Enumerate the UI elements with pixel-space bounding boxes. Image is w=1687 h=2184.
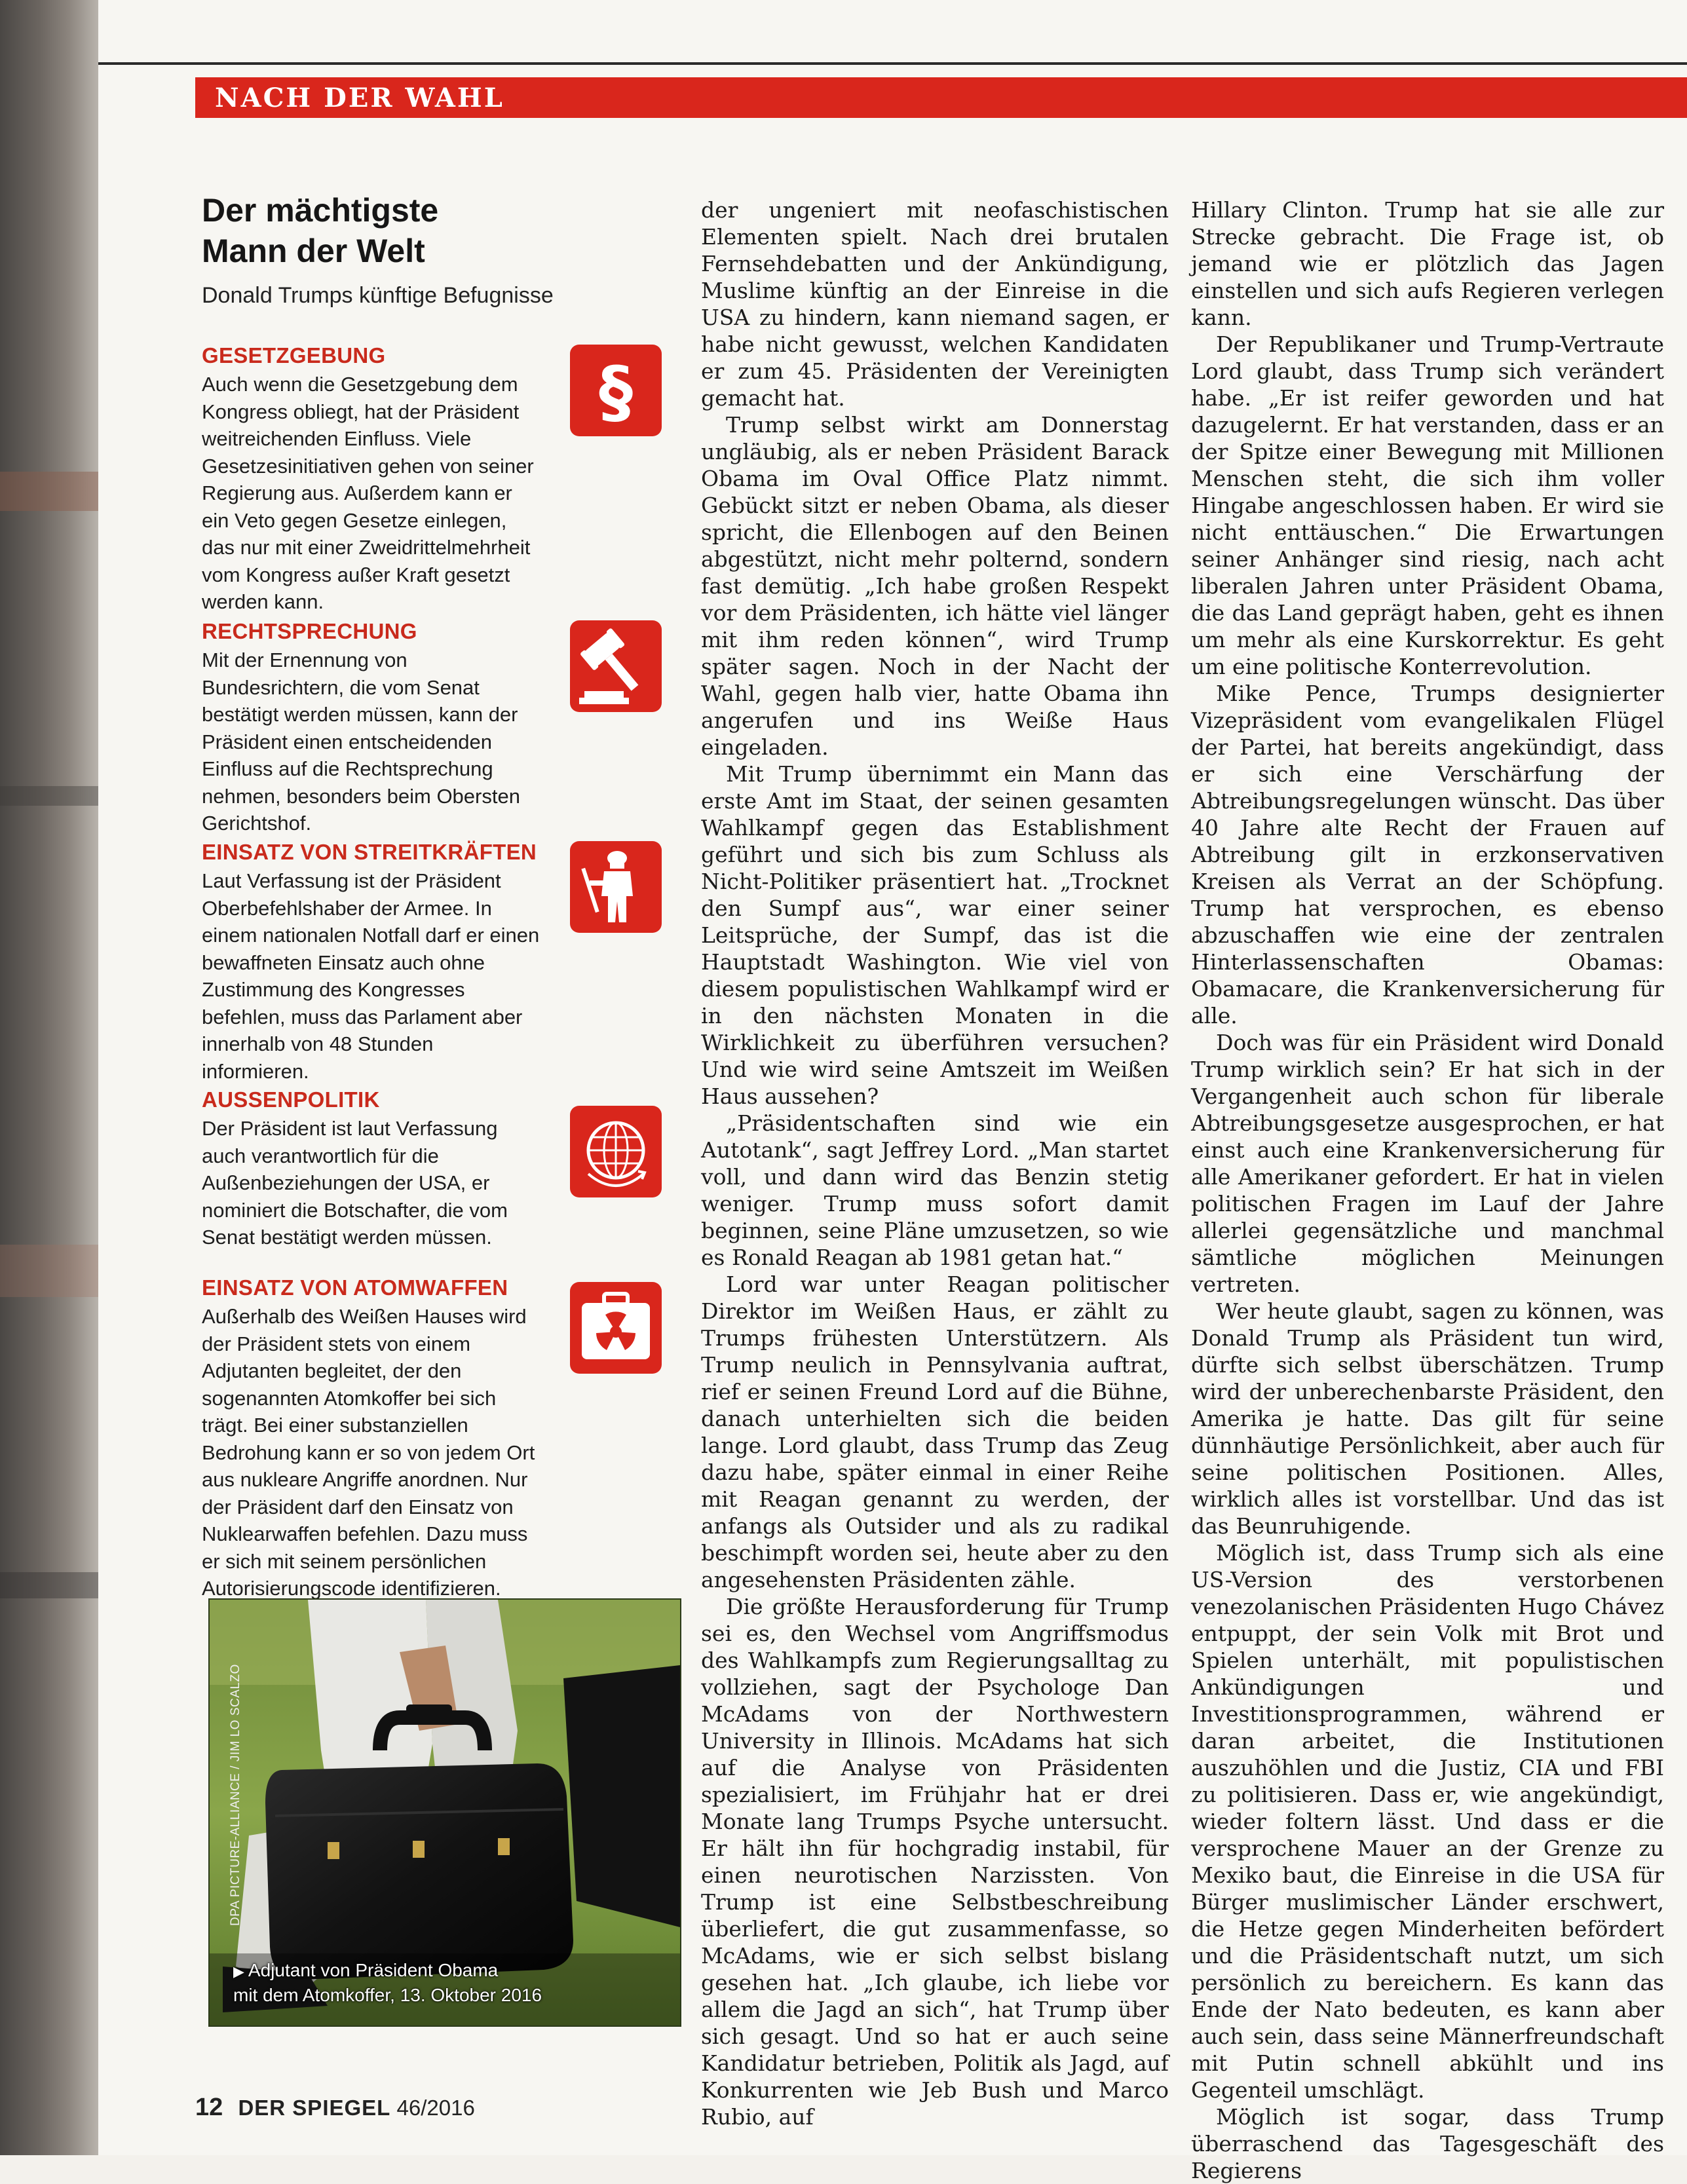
article-paragraph: Der Republikaner und Trump-Vertraute Lord glaubt, dass Trump sich verändert habe. „Er ist reifer geworden und hat dazugelernt. Er hat verstanden, dass er an der Spitze einer Bewegung mit Millionen Menschen steht, die sich ihm voller Hingabe angeschlossen haben. Er wird sie nicht enttäuschen.“ Die Erwartungen seiner Anhänger sind riesig, nach acht liberalen Jahren unter Präsident Obama, die das Land geprägt haben, geht es ihnen um mehr als eine Kurskorrektur. Es geht um eine politische Konterrevolution. bbox=[1191, 331, 1664, 679]
power-heading: EINSATZ VON STREITKRÄFTEN bbox=[202, 840, 537, 864]
headline-line-1: Der mächtigste bbox=[202, 192, 439, 229]
article-column-2 bbox=[1191, 197, 1664, 2183]
nuclear-briefcase-icon bbox=[570, 1282, 662, 1374]
article-paragraph: Wer heute glaubt, sagen zu können, was Donald Trump als Präsident tun wird, dürfte sich selbst überschätzen. Trump wird der unberechenbarste Präsident, den Amerika je hatte. Das gilt für seine dünnhäutige Persönlichkeit, aber auch für seine politischen Positionen. Alles, wirklich alles ist vorstellbar. Und das ist das Beunruhigende. bbox=[1191, 1298, 1664, 1539]
power-heading: AUSSENPOLITIK bbox=[202, 1087, 380, 1112]
gavel-icon bbox=[570, 620, 662, 712]
article-paragraph: Möglich ist sogar, dass Trump überraschend das Tagesgeschäft des Regierens bbox=[1191, 2104, 1664, 2183]
paragraph-icon bbox=[570, 345, 662, 436]
section-title: NACH DER WAHL bbox=[215, 83, 504, 113]
svg-text:§: § bbox=[599, 352, 633, 432]
article-paragraph: „Präsidentschaften sind wie ein Autotank“, sagt Jeffrey Lord. „Man startet voll, und dann wird das Benzin stetig weniger. Trump muss sofort damit beginnen, seine Pläne umzusetzen, so wie es Ronald Reagan ab 1981 getan hat.“ bbox=[701, 1110, 1169, 1270]
caption-triangle-icon: ▶ bbox=[233, 1963, 244, 1980]
headline-line-2: Mann der Welt bbox=[202, 233, 425, 269]
article-column-1 bbox=[701, 197, 1169, 2130]
article-paragraph: Die größte Herausforderung für Trump sei es, den Wechsel vom Angriffsmodus des Wahlkampfs zum Regierungsalltag zu vollziehen, sagt der Psychologe Dan McAdams von der Northwestern University in Illinois. McAdams hat sich auf die Analyse von Präsidenten spezialisiert, im Frühjahr hat er drei Monate lang Trumps Psyche untersucht. Er hält ihn für hochgradig instabil, für einen neurotischen Narzissten. Von Trump ist eine Selbstbeschreibung überliefert, die gut zusammenfasse, so McAdams, wie er sich selbst bislang gesehen hat. „Ich glaube, ich liebe vor allem die Jagd an sich“, hat Trump über sich gesagt. Und so hat er auch seine Kandidatur betrieben, Politik als Jagd, auf Konkurrenten wie Jeb Bush und Marco Rubio, auf bbox=[701, 1594, 1169, 2130]
sidebar-box bbox=[202, 190, 687, 309]
page-footer bbox=[195, 2094, 475, 2122]
power-item-legislation bbox=[202, 342, 687, 616]
globe-icon bbox=[570, 1106, 662, 1197]
power-text: Der Präsident ist laut Verfassung auch verantwortlich für die Außenbeziehungen der USA, er nominiert die Botschafter, die vom Senat bestätigt werden müssen. bbox=[202, 1117, 508, 1249]
power-item-foreign-policy bbox=[202, 1086, 687, 1251]
photo-credit: DPA PICTURE-ALLIANCE / JIM LO SCALZO bbox=[229, 1664, 242, 1926]
power-text: Laut Verfassung ist der Präsident Oberbefehlshaber der Armee. In einem nationalen Notfall darf er einen bewaffneten Einsatz auch ohne Zustimmung des Kongresses befehlen, muss das Parlament aber innerhalb von 48 Stunden informieren. bbox=[202, 869, 540, 1083]
caption-line-1: Adjutant von Präsident Obama bbox=[248, 1960, 499, 1980]
power-heading: RECHTSPRECHUNG bbox=[202, 619, 417, 643]
power-text: Mit der Ernennung von Bundesrichtern, die vom Senat bestätigt werden müssen, kann der Präsident einen entscheidenden Einfluss auf die Rechtsprechung nehmen, besonders beim Obersten Gerichtshof. bbox=[202, 649, 520, 835]
photo-caption bbox=[233, 1959, 626, 2007]
article-paragraph: Hillary Clinton. Trump hat sie alle zur Strecke gebracht. Die Frage ist, ob jemand wie er plötzlich das Jagen einstellen und sich aufs Regieren verlegen kann. bbox=[1191, 197, 1664, 330]
caption-line-2: mit dem Atomkoffer, 13. Oktober 2016 bbox=[233, 1985, 542, 2005]
soldier-icon bbox=[570, 841, 662, 933]
section-bar bbox=[195, 77, 1687, 118]
power-heading: EINSATZ VON ATOMWAFFEN bbox=[202, 1275, 508, 1300]
adjacent-page-edge bbox=[0, 0, 98, 2155]
power-item-armed-forces bbox=[202, 838, 687, 1085]
power-item-nuclear-weapons bbox=[202, 1274, 687, 1602]
article-paragraph: Möglich ist, dass Trump sich als eine US-Version des verstorbenen venezolanischen Präsidenten Hugo Chávez entpuppt, der sein Volk mit Brot und Spielen unterhält, mit populistischen Ankündigungen und Investitionsprogrammen, während er daran arbeitet, die Institutionen auszuhöhlen und die Justiz, CIA und FBI zu politisieren. Dass er, wie angekündigt, wieder foltern lässt. Und dass er die versprochene Mauer an der Grenze zu Mexiko baut, die Einreise in die USA für Bürger muslimischer Länder erschwert, die Hetze gegen Minderheiten befördert und die Präsidentschaft nutzt, um sich persönlich zu bereichern. Es kann das Ende der Nato bedeuten, es kann aber auch sein, dass seine Männerfreundschaft mit Putin schnell abkühlt und ins Gegenteil umschlägt. bbox=[1191, 1540, 1664, 2103]
article-paragraph: Trump selbst wirkt am Donnerstag ungläubig, als er neben Präsident Barack Obama im Oval Office Platz nimmt. Gebückt sitzt er neben Obama, als dieser spricht, die Ellenbogen auf den Beinen abgestützt, nicht mehr polternd, sondern fast demütig. „Ich habe großen Respekt vor dem Präsidenten, ich hätte viel länger mit ihm reden können“, wird Trump später sagen. Noch in der Nacht der Wahl, gegen halb vier, hatte Obama ihn angerufen und ins Weiße Haus eingeladen. bbox=[701, 412, 1169, 760]
power-heading: GESETZGEBUNG bbox=[202, 343, 386, 367]
magazine-name: DER SPIEGEL bbox=[238, 2096, 391, 2120]
top-rule bbox=[98, 62, 1687, 65]
power-item-judiciary bbox=[202, 618, 687, 837]
sidebar-subhead: Donald Trumps künftige Befugnisse bbox=[202, 283, 554, 308]
sidebar-headline bbox=[202, 190, 687, 271]
page-number: 12 bbox=[195, 2094, 223, 2121]
issue-number: 46/2016 bbox=[396, 2096, 475, 2120]
article-paragraph: Doch was für ein Präsident wird Donald Trump wirklich sein? Er hat sich in der Vergangenheit auch schon für liberale Abtreibungsgesetze ausgesprochen, er hat einst auch eine Krankenversicherung für alle Amerikaner gefordert. Er hat in vielen politischen Fragen im Lauf der Jahre allerlei gegensätzliche und manchmal sämtliche möglichen Meinungen vertreten. bbox=[1191, 1030, 1664, 1297]
power-text: Außerhalb des Weißen Hauses wird der Präsident stets von einem Adjutanten begleitet, der den sogenannten Atomkoffer bei sich trägt. Bei einer substanziellen Bedrohung kann er so von jedem Ort aus nukleare Angriffe anordnen. Nur der Präsident darf den Einsatz von Nuklearwaffen befehlen. Dazu muss er sich mit seinem persönlichen Autorisierungscode identifizieren. bbox=[202, 1305, 535, 1600]
article-paragraph: der ungeniert mit neofaschistischen Elementen spielt. Nach drei brutalen Fernsehdebatten und der Ankündigung, Muslime künftig an der Einreise in die USA zu hindern, kann niemand sagen, er habe nicht gewusst, welchen Kandidaten er zum 45. Präsidenten der Vereinigten gemacht hat. bbox=[701, 197, 1169, 411]
article-paragraph: Mike Pence, Trumps designierter Vizepräsident vom evangelikalen Flügel der Partei, hat bereits angekündigt, dass er sich eine Verschärfung der Abtreibungsregelungen wünscht. Das über 40 Jahre alte Recht der Frauen auf Abtreibung gilt in erzkonservativen Kreisen als Verrat an der Schöpfung. Trump hat versprochen, es ebenso abzuschaffen wie eine der zentralen Hinterlassenschaften Obamas: Obamacare, die Krankenversicherung für alle. bbox=[1191, 681, 1664, 1028]
article-paragraph: Lord war unter Reagan politischer Direktor im Weißen Haus, er zählt zu Trumps frühesten Unterstützern. Als Trump neulich in Pennsylvania auftrat, rief er seinen Freund Lord auf die Bühne, danach unterhielten sich die beiden lange. Lord glaubt, dass Trump das Zeug dazu habe, später einmal in einer Reihe mit Reagan genannt zu werden, der anfangs als Outsider und als zu radikal beschimpft worden sei, heute aber zu den angesehensten Präsidenten zähle. bbox=[701, 1271, 1169, 1592]
power-text: Auch wenn die Gesetzgebung dem Kongress obliegt, hat der Präsident weitreichenden Einfluss. Viele Gesetzesinitiativen gehen von seiner Regierung aus. Außerdem kann er ein Veto gegen Gesetze einlegen, das nur mit einer Zweidrittelmehrheit vom Kongress außer Kraft gesetzt werden kann. bbox=[202, 373, 534, 613]
article-paragraph: Mit Trump übernimmt ein Mann das erste Amt im Staat, der seinen gesamten Wahlkampf gegen das Establishment geführt und sich bis zum Schluss als Nicht-Politiker präsentiert hat. „Trocknet den Sumpf aus“, war einer seiner Leitsprüche, der Sumpf, das ist die Hauptstadt Washington. Wie viel von diesem populistischen Wahlkampf wird er in den nächsten Monaten in die Wirklichkeit zu überführen versuchen? Und wie wird seine Amtszeit im Weißen Haus aussehen? bbox=[701, 761, 1169, 1109]
